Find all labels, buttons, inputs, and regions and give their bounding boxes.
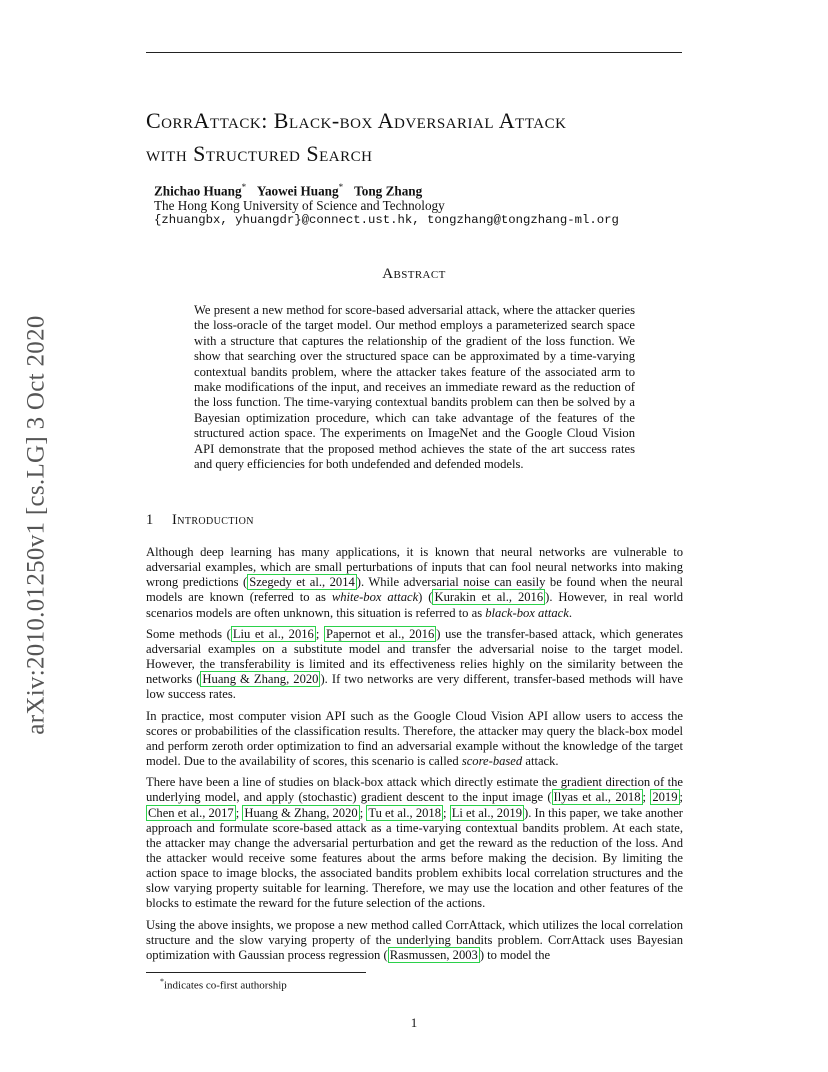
paragraph: Although deep learning has many applications, it is known that neural networks are vulnerable to adversarial examples, which are small perturbations of inputs that can fool neural networks into making wrong predictions ( Szegedy et al., 2014 ). While adversarial noise can easily be found when the neural models are known (referred to as white-box attack) ( Kurakin et al., 2016 ). However, in real world scenarios models are often unknown, this situation is referred to as black-box attack.: [146, 545, 683, 620]
footnote-mark: *: [160, 977, 164, 986]
paragraph: There have been a line of studies on black-box attack which directly estimate the gradient direction of the underlying model, and apply (stochastic) gradient descent to the input image ( Ilyas et al., 2018 ; 2019 ; Chen et al., 2017 ; Huang & Zhang, 2020 ; Tu et al., 2018 ; Li et al., 2019 ). In this paper, we take another approach and formulate score-based attack as a time-varying contextual bandits problem. At each state, the attacker may change the adversarial perturbation and get the reward as the reduction of the loss. And the attacker would receive some features about the arms before making the decision. By limiting the action space to image blocks, the associated bandits problem exhibits local correlation structures and the slow varying property suitable for learning. Therefore, we may use the location and other features of the blocks to estimate the reward for the future selection of the actions.: [146, 775, 683, 911]
footnote-text: indicates co-first authorship: [164, 979, 287, 992]
citation-link[interactable]: Kurakin et al., 2016: [434, 590, 544, 605]
citation-link[interactable]: Huang & Zhang, 2020: [202, 672, 319, 687]
citation-link[interactable]: 2019: [652, 790, 678, 805]
abstract-text: We present a new method for score-based adversarial attack, where the attacker queries the loss-oracle of the target model. Our method employs a parameterized search space with a structure that captures the relationship of the gradient of the loss function. We show that searching over the structured space can be approximated by a time-varying contextual bandits problem, where the attacker takes feature of the associated arm to make modifications of the input, and receives an immediate reward as the reduction of the loss function. The time-varying contextual bandits problem can then be solved by a Bayesian optimization procedure, which can take advantage of the features of the structured action space. The experiments on ImageNet and the Google Cloud Vision API demonstrate that the proposed method achieves the state of the art success rates and query efficiencies for both undefended and defended models.: [194, 303, 635, 472]
section-title: Introduction: [172, 512, 254, 528]
author-name: Zhichao Huang: [154, 183, 242, 199]
page-number: 1: [410, 1015, 418, 1030]
paragraph: Some methods ( Liu et al., 2016 ; Papernot et al., 2016 ) use the transfer-based attack, which generates adversarial examples on a substitute model and transfer the adversarial noise to the target model. However, the transferability is limited and its effectiveness relies highly on the similarity between the networks ( Huang & Zhang, 2020 ). If two networks are very different, transfer-based methods will have low success rates.: [146, 626, 683, 702]
author-name: Yaowei Huang: [256, 183, 339, 199]
citation-link[interactable]: Tu et al., 2018: [368, 805, 442, 820]
citation-link[interactable]: Papernot et al., 2016: [325, 626, 435, 641]
paragraph: In practice, most computer vision API such as the Google Cloud Vision API allow users to access the scores or probabilities of the classification results. Therefore, the attacker may query the black-box model and perform zeroth order optimization to find an adversarial example without the knowledge of the target model. Due to the availability of scores, this scenario is called score-based attack.: [146, 708, 683, 769]
paper-title: [146, 104, 706, 170]
arxiv-identifier: arXiv:2010.01250v1 [cs.LG] 3 Oct 2020: [23, 315, 50, 735]
abstract-heading: Abstract: [382, 266, 446, 282]
arxiv-sidebar: [22, 295, 52, 755]
section-number: 1: [146, 512, 154, 528]
top-rule: [146, 52, 682, 53]
author-mark: *: [338, 182, 344, 192]
author-emails[interactable]: {zhuangbx, yhuangdr}@connect.ust.hk, tongzhang@tongzhang-ml.org: [154, 213, 619, 227]
citation-link[interactable]: Li et al., 2019: [451, 805, 522, 820]
citation-link[interactable]: Rasmussen, 2003: [389, 947, 478, 962]
author-name: Tong Zhang: [354, 183, 423, 199]
citation-link[interactable]: Szegedy et al., 2014: [249, 575, 355, 590]
introduction-body: [146, 545, 683, 969]
citation-link[interactable]: Liu et al., 2016: [232, 626, 314, 641]
title-line-2: with Structured Search: [146, 141, 373, 166]
citation-link[interactable]: Ilyas et al., 2018: [553, 790, 641, 805]
title-line-1: CorrAttack: Black-box Adversarial Attack: [146, 108, 567, 133]
footnote: [160, 977, 287, 992]
section-heading: [146, 512, 254, 529]
author-mark: *: [241, 182, 247, 192]
footnote-rule: [146, 972, 366, 973]
citation-link[interactable]: Huang & Zhang, 2020: [244, 805, 358, 820]
paragraph: Using the above insights, we propose a new method called CorrAttack, which utilizes the local correlation structure and the slow varying property of the underlying bandits problem. CorrAttack uses Bayesian optimization with Gaussian process regression ( Rasmussen, 2003 ) to model the: [146, 917, 683, 962]
author-list: [154, 182, 422, 199]
author-affiliation: The Hong Kong University of Science and Technology: [154, 198, 445, 213]
citation-link[interactable]: Chen et al., 2017: [148, 805, 234, 820]
